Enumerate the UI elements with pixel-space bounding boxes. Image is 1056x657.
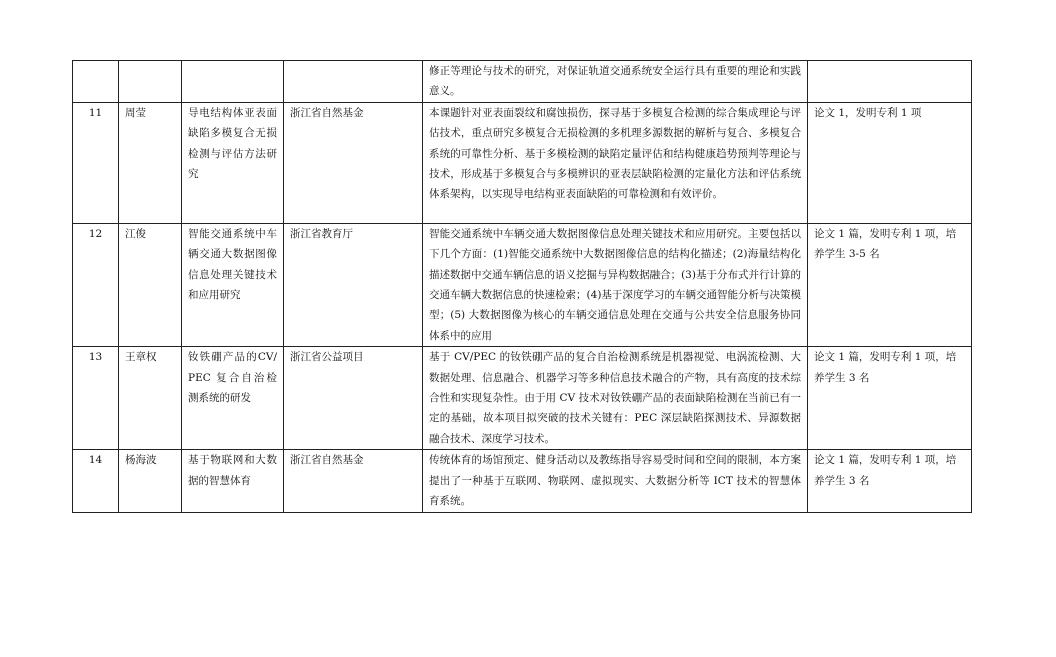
row-number: 13 xyxy=(73,347,119,450)
funding-source: 浙江省自然基金 xyxy=(284,102,423,223)
table-row xyxy=(73,61,972,103)
row-number: 14 xyxy=(73,450,119,512)
project-title: 导电结构体亚表面缺陷多模复合无损检测与评估方法研究 xyxy=(182,102,284,223)
funding-source: 浙江省教育厅 xyxy=(284,223,423,346)
expected-outcome: 论文 1 篇，发明专利 1 项，培养学生 3-5 名 xyxy=(808,223,972,346)
funding-source: 浙江省自然基金 xyxy=(284,450,423,512)
leader-name: 周莹 xyxy=(119,102,182,223)
expected-outcome: 论文 1，发明专利 1 项 xyxy=(808,102,972,223)
project-title: 基于物联网和大数据的智慧体育 xyxy=(182,450,284,512)
row-number: 11 xyxy=(73,102,119,223)
expected-outcome: 论文 1 篇，发明专利 1 项，培养学生 3 名 xyxy=(808,450,972,512)
project-title: 智能交通系统中车辆交通大数据图像信息处理关键技术和应用研究 xyxy=(182,223,284,346)
funding-source: 浙江省公益项目 xyxy=(284,347,423,450)
table-row xyxy=(73,450,972,512)
research-content: 基于 CV/PEC 的钕铁硼产品的复合自治检测系统是机器视觉、电涡流检测、大数据处理、信息融合、机器学习等多种信息技术融合的产物，具有高度的技术综合性和实现复杂性。由于用 CV 技术对钕铁硼产品的表面缺陷检测在当前已有一定的基础，故本项目拟突破的技术关键有：PEC 深层缺陷探测技术、异源数据融合技术、深度学习技术。 xyxy=(423,347,808,450)
research-content: 本课题针对亚表面裂纹和腐蚀损伤，探寻基于多模复合检测的综合集成理论与评估技术，重点研究多模复合无损检测的多机理多源数据的解析与复合、多模复合系统的可靠性分析、基于多模检测的缺陷定量评估和结构健康趋势预判等理论与技术，形成基于多模复合与多模辨识的亚表层缺陷检测的定量化方法和评估系统体系架构，以实现导电结构亚表面缺陷的可靠检测和有效评价。 xyxy=(423,102,808,223)
leader-name: 江俊 xyxy=(119,223,182,346)
expected-outcome xyxy=(808,61,972,103)
funding-source xyxy=(284,61,423,103)
leader-name: 杨海波 xyxy=(119,450,182,512)
document-page xyxy=(72,60,971,513)
table-row xyxy=(73,102,972,223)
research-content: 智能交通系统中车辆交通大数据图像信息处理关键技术和应用研究。主要包括以下几个方面：(1)智能交通系统中大数据图像信息的结构化描述；(2)海量结构化描述数据中交通车辆信息的语义挖掘与异构数据融合；(3)基于分布式并行计算的交通车辆大数据信息的快速检索；(4)基于深度学习的车辆交通智能分析与决策模型；(5) 大数据图像为核心的车辆交通信息处理在交通与公共安全信息服务协同体系中的应用 xyxy=(423,223,808,346)
project-title: 钕铁硼产品的CV/PEC 复合自治检测系统的研发 xyxy=(182,347,284,450)
table-row xyxy=(73,347,972,450)
project-table xyxy=(72,60,972,513)
row-number xyxy=(73,61,119,103)
row-number: 12 xyxy=(73,223,119,346)
research-content: 传统体育的场馆预定、健身活动以及教练指导容易受时间和空间的限制，本方案提出了一种基于互联网、物联网、虚拟现实、大数据分析等 ICT 技术的智慧体育系统。 xyxy=(423,450,808,512)
project-title xyxy=(182,61,284,103)
research-content: 修正等理论与技术的研究，对保证轨道交通系统安全运行具有重要的理论和实践意义。 xyxy=(423,61,808,103)
expected-outcome: 论文 1 篇，发明专利 1 项，培养学生 3 名 xyxy=(808,347,972,450)
leader-name xyxy=(119,61,182,103)
table-row xyxy=(73,223,972,346)
leader-name: 王章权 xyxy=(119,347,182,450)
